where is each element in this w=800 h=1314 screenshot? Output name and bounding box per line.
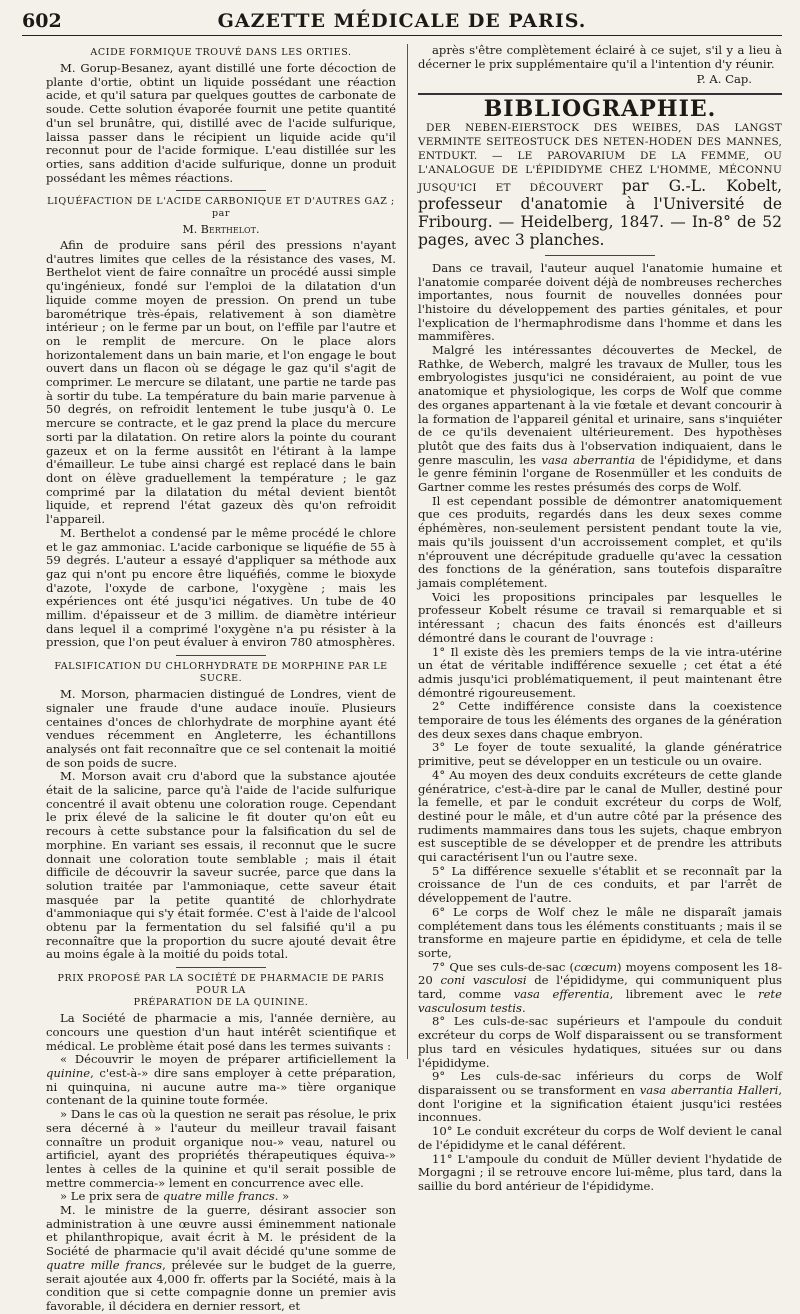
numbered-proposition: 4° Au moyen des deux conduits excréteurs de cette glande génératrice, c'est-à-dire par le canal de Muller, destiné pour la femelle, et par le conduit excréteur du corps de Wolf, destiné pour le mâle, et d'un autre côté par la présence des rudiments mammaires dans tous les sujets, chaque embryon est susceptible de se développer et de prendre les attributs qui caractérisent l'un ou l'autre sexe. [418, 767, 782, 865]
quoted-paragraph [46, 1190, 396, 1204]
book-title: DER NEBEN-EIERSTOCK DES WEIBES, DAS LANGST VERMINTE SEITEOSTUCK DES NETEN-HODEN DES MANNES, ENTDUKT. — LE PAROVARIUM DE LA FEMME, OU L'ANALOGUE DE L'ÉPIDIDYME CHEZ L'HOMME, MÉCONNU JUSQU'ICI ET DÉCOUVERT [418, 121, 782, 194]
paragraph: La Société de pharmacie a mis, l'année dernière, au concours une question d'un haut intérêt scientifique et médical. Le problème était posé dans les termes suivants : [46, 1011, 396, 1053]
paragraph: Afin de produire sans péril des pressions n'ayant d'autres limites que celles de la résistance des vases, M. Berthelot vient de faire connaître un procédé aussi simple qu'ingénieux, fondé sur l'emploi de la dilatation d'un liquide comme moyen de pression. On prend un tube barométrique très-épais, relativement à son diamètre intérieur ; on le ferme par un bout, on l'effile par l'autre et on le remplit de mercure. On le place alors horizontalement dans un bain marie, et l'on engage le bout ouvert dans un flacon où se dégage le gaz qu'il s'agit de comprimer. Le mercure se dilatant, une partie ne tarde pas à sortir du tube. La température du bain marie parvenue à 50 degrés, on refroidit lentement le tube jusqu'à 0. Le mercure se contracte, et le gaz prend la place du mercure sorti par la dilatation. On retire alors la pointe du courant gazeux et on la ferme aussitôt en l'étirant à la lampe d'émailleur. Le tube ainsi chargé est replacé dans le bain dont on élève graduellement la température ; le gaz comprimé par la dilatation du métal devient bientôt liquide, et reprend l'état gazeux dès qu'on refroidit l'appareil. [46, 238, 396, 527]
text-run: de l'épididyme, qui communiquent plus tard, comme [418, 973, 782, 1002]
section-divider [176, 190, 266, 191]
section-title-line: PRÉPARATION DE LA QUININE. [133, 997, 309, 1009]
numbered-proposition: 10° Le conduit excréteur du corps de Wolf devient le canal de l'épididyme et le canal déférent. [418, 1124, 782, 1152]
text-run: , dont l'origine et la signification étaient jusqu'ici restées inconnues. [418, 1083, 782, 1125]
paragraph: M. Berthelot a condensé par le même procédé le chlore et le gaz ammoniac. L'acide carbonique se liquéfie de 55 à 59 degrés. L'auteur a essayé d'appliquer sa méthode aux gaz qui n'ont pu encore être liquéfiés, comme le bioxyde d'azote, l'oxyde de carbone, l'oxygène ; mais les expériences ont été jusqu'ici négatives. Un tube de 40 millim. d'épaisseur et de 3 millim. de diamètre intérieur dans lequel il a comprimé l'oxygène n'a pu résister à la pression, que l'on peut évaluer à environ 780 atmosphères. [46, 525, 396, 650]
journal-title: GAZETTE MÉDICALE DE PARIS. [217, 10, 587, 32]
quoted-paragraph: » Dans le cas où la question ne serait pas résolue, le prix sera décerné à » l'auteur du meilleur travail faisant connaître un produit organique nou-» veau, naturel ou artificiel, ayant des propriétés thérapeutiques équiva-» lentes à celles de la quinine et qu'il serait possible de mettre commercia-» lement en concurrence avec elle. [46, 1107, 396, 1190]
text-run: . » [274, 1189, 290, 1204]
text-run: Malgré les intéressantes découvertes de Meckel, de Rathke, de Weberch, malgré les travaux de Muller, tous les embryologistes jusqu'ici ne considéraient, au point de vue anatomique et physiologique, les corps de Wolf que comme des organes appartenant à la vie fœtale et devant concourir à la formation de l'appareil génital et urinaire, sans s'inquiéter de ce qu'ils devenaient ultérieurement. Des hypothèses plutôt que des faits dus à l'observation indiquaient, dans le genre masculin, les [418, 343, 782, 467]
text-run: 7° Que ses culs-de-sac ( [432, 959, 575, 974]
paragraph: Il est cependant possible de démontrer anatomiquement que ces produits, regardés dans les deux sexes comme éphémères, non-seulement persistent pendant toute la vie, mais qu'ils jouissent d'un accroissement complet, et qu'ils n'éprouvent une décrépitude graduelle qu'avec la cessation des fonctions de la génération, sans toutefois disparaître jamais complétement. [418, 493, 782, 590]
paragraph: Dans ce travail, l'auteur auquel l'anatomie humaine et l'anatomie comparée doivent déjà de nombreuses recherches importantes, nous fournit de nouvelles données pour l'histoire du développement des parties génitales, et pour l'explication de l'hermaphrodisme dans l'homme et dans les mammifères. [418, 260, 782, 344]
numbered-proposition: 2° Cette indifférence consiste dans la coexistence temporaire de tous les éléments des organes de la génération des deux sexes dans chaque embryon. [418, 699, 783, 741]
signature: P. A. Cap. [696, 72, 752, 87]
left-column [46, 44, 396, 1314]
emphasis: vasa aberrantia Halleri [639, 1083, 779, 1097]
section-title-quinine-prize [46, 973, 396, 1009]
section-title-carbonic-acid: LIQUÉFACTION DE L'ACIDE CARBONIQUE ET D'AUTRES GAZ ; par [47, 196, 395, 220]
text-run: , prélevée sur le budget de la guerre, serait ajoutée aux 4,000 fr. offerts par la Société, mais à la condition que si cette compagnie donne un premier avis favorable, il décidera en dernier ressort, et [46, 1257, 396, 1313]
page-number: 602 [22, 10, 62, 32]
text-run: « Découvrir le moyen de préparer artificiellement la [60, 1052, 396, 1067]
emphasis: vasa efferentia [513, 987, 610, 1002]
text-run: 9° Les culs-de-sac inférieurs du corps de Wolf disparaissent ou se transforment en [418, 1069, 782, 1097]
numbered-proposition: 5° La différence sexuelle s'établit et se reconnaît par la croissance de l'un de ces conduits, et par l'arrêt de développement de l'autre. [418, 863, 782, 906]
paragraph-continued: après s'être complètement éclairé à ce sujet, s'il y a lieu à décerner le prix supplémentaire qu'il a l'intention d'y réunir. [418, 43, 782, 71]
paragraph [418, 344, 782, 495]
section-divider [176, 655, 266, 656]
section-title-morphine-fraud: FALSIFICATION DU CHLORHYDRATE DE MORPHINE PAR LE SUCRE. [54, 661, 388, 685]
section-title-formic-acid: ACIDE FORMIQUE TROUVÉ DANS LES ORTIES. [90, 47, 352, 58]
column-divider [407, 44, 408, 1059]
emphasis: quatre mille francs [46, 1257, 163, 1272]
paragraph: M. Gorup-Besanez, ayant distillé une forte décoction de plante d'ortie, obtint un liquide possédant une réaction acide, et qu'il satura par quelques gouttes de carbonate de soude. Cette solution évaporée fournit une petite quantité d'un sel brunâtre, qui, distillé avec de l'acide sulfurique, laissa passer dans le récipient un liquide acide qu'il reconnut pour de l'acide formique. L'eau distillée sur les orties, sans addition d'acide sulfurique, donne un produit possédant les mêmes réactions. [46, 61, 396, 185]
text-run: . [521, 1000, 526, 1015]
text-run: » Le prix sera de [60, 1189, 163, 1204]
numbered-proposition [418, 961, 782, 1016]
text-run: , librement avec le [609, 987, 759, 1002]
text-run: M. le ministre de la guerre, désirant associer son administration à une œuvre aussi éminemment nationale et philanthropique, avait écrit à M. le président de la Société de pharmacie qu'il avait décidé qu'une somme de [46, 1203, 396, 1259]
section-title-line: PRIX PROPOSÉ PAR LA SOCIÉTÉ DE PHARMACIE DE PARIS POUR LA [57, 973, 385, 997]
emphasis: quatre mille francs [162, 1189, 275, 1204]
emphasis: quinine [46, 1066, 91, 1080]
paragraph: M. Morson, pharmacien distingué de Londres, vient de signaler une fraude d'une audace inouïe. Plusieurs centaines d'onces de chlorhydrate de morphine ayant été vendues récemment en Angleterre, les échantillons analysés ont fait reconnaître que ce sel contenait la moitié de son poids de sucre. [46, 687, 396, 770]
numbered-proposition: 6° Le corps de Wolf chez le mâle ne disparaît jamais complétement dans tous les éléments constituants ; mais il se transforme en majeure partie en épididyme, et cela de telle sorte, [418, 904, 782, 960]
emphasis: vasa aberrantia [541, 452, 636, 467]
right-column [418, 44, 782, 1194]
text-run: de l'épididyme, et dans le genre féminin l'organe de Rosenmüller et les conduits de Gartner comme les restes présumés des corps de Wolf. [418, 452, 782, 495]
quoted-paragraph [46, 1053, 396, 1108]
paragraph [46, 1204, 396, 1314]
book-details: par G.-L. Kobelt, professeur d'anatomie à l'Université de Fribourg. — Heidelberg, 1847. — In-8° de 52 pages, avec 3 planches. [418, 176, 783, 249]
bibliography-entry [418, 121, 782, 249]
byline: M. Berthelot. [182, 223, 260, 237]
running-head [22, 8, 782, 36]
numbered-proposition: 11° L'ampoule du conduit de Müller devient l'hydatide de Morgagni ; il se retrouve encore lui-même, plus tard, dans la saillie du bord antérieur de l'épididyme. [418, 1151, 782, 1193]
section-divider [176, 967, 266, 968]
bibliography-heading: BIBLIOGRAPHIE. [418, 93, 782, 117]
emphasis: rete vasculosum testis [418, 987, 782, 1015]
numbered-proposition [418, 1070, 782, 1125]
paragraph: M. Morson avait cru d'abord que la substance ajoutée était de la salicine, parce qu'à l'aide de l'acide sulfurique concentré il avait obtenu une coloration rouge. Cependant le prix élevé de la salicine le fit douter qu'on eût eu recours à cette substance pour la falsification du sel de morphine. En variant ses essais, il reconnut que le sucre donnait une coloration toute semblable ; mais il était difficile de découvrir la saveur sucrée, parce que dans la solution traitée par l'ammoniaque, cette saveur était masquée par la petite quantité de chlorhydrate d'ammoniaque qui s'y était formée. C'est à l'aide de l'alcool obtenu par la fermentation du sel falsifié qu'il a pu reconnaître que la proportion du sucre ajouté devait être au moins égale à la moitié du poids total. [46, 769, 396, 962]
text-run: , c'est-à-» dire sans employer à cette préparation, ni quinquina, ni aucune autre ma-» tière organique contenant de la quinine toute formée. [46, 1066, 396, 1108]
numbered-proposition: 8° Les culs-de-sac supérieurs et l'ampoule du conduit excréteur du corps de Wolf disparaissent ou se transforment plus tard en vésicules hydatiques, situées sur ou dans l'épididyme. [418, 1014, 782, 1070]
numbered-proposition: 3° Le foyer de toute sexualité, la glande génératrice primitive, peut se développer en un testicule ou un ovaire. [418, 740, 782, 769]
emphasis: cœcum [574, 959, 617, 974]
paragraph: Voici les propositions principales par lesquelles le professeur Kobelt résume ce travail si remarquable et si intéressant ; chacun des faits énoncés est d'ailleurs démontré dans le courant de l'ouvrage : [418, 589, 782, 645]
section-divider [545, 255, 655, 256]
text-run: ) moyens composent les 18-20 [418, 959, 783, 988]
numbered-proposition: 1° Il existe dès les premiers temps de la vie intra-utérine un état de véritable indifférence sexuelle ; cet état a été admis jusqu'ici problématiquement, il peut maintenant être démontré rigoureusement. [418, 644, 782, 700]
emphasis: coni vasculosi [440, 973, 527, 988]
